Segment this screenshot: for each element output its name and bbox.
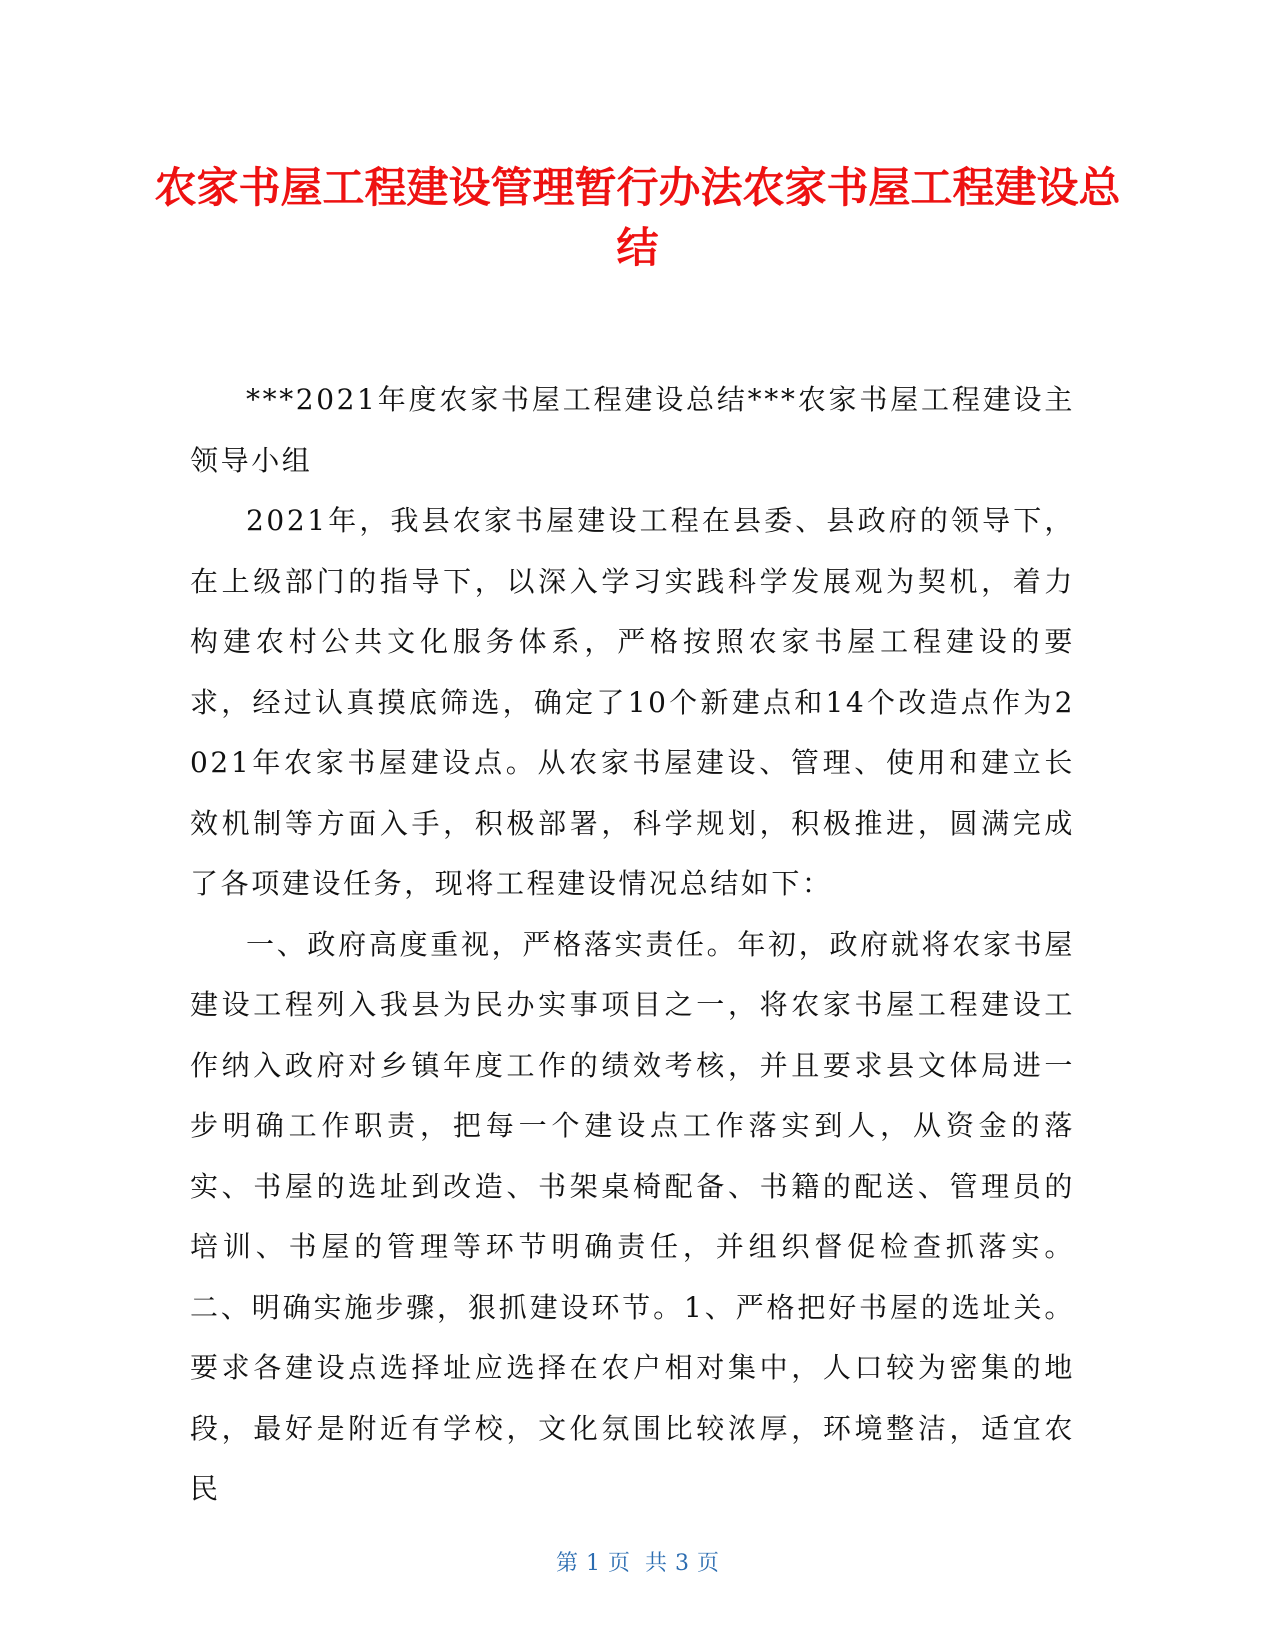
paragraph-3: 一、政府高度重视，严格落实责任。年初，政府就将农家书屋建设工程列入我县为民办实事项目之一，将农家书屋工程建设工作纳入政府对乡镇年度工作的绩效考核，并且要求县文体局进一步明确工作职责，把每一个建设点工作落实到人，从资金的落实、书屋的选址到改造、书架桌椅配备、书籍的配送、管理员的培训、书屋的管理等环节明确责任，并组织督促检查抓落实。二、明确实施步骤，狠抓建设环节。1、严格把好书屋的选址关。要求各建设点选择址应选择在农户相对集中，人口较为密集的地段，最好是附近有学校，文化氛围比较浓厚，环境整洁，适宜农民 [190,927,1075,1505]
paragraph-2: 2021年，我县农家书屋建设工程在县委、县政府的领导下，在上级部门的指导下，以深入学习实践科学发展观为契机，着力构建农村公共文化服务体系，严格按照农家书屋工程建设的要求，经过认真摸底筛选，确定了10个新建点和14个改造点作为2021年农家书屋建设点。从农家书屋建设、管理、使用和建立长效机制等方面入手，积极部署，科学规划，积极推进，圆满完成了各项建设任务，现将工程建设情况总结如下： [190,504,1075,900]
document-title: 农家书屋工程建设管理暂行办法农家书屋工程建设总结 [154,163,1121,272]
total-pages-number: 3 [675,1551,689,1576]
current-page-number: 1 [586,1551,600,1576]
page-label-prefix: 第 [555,1551,578,1576]
paragraph-1: ***2021年度农家书屋工程建设总结***农家书屋工程建设主领导小组 [190,383,1075,477]
page-label-suffix: 页 [697,1551,720,1576]
document-body [190,370,1075,1520]
page-label-mid: 页 共 [608,1551,667,1576]
page-footer [0,1546,1275,1577]
